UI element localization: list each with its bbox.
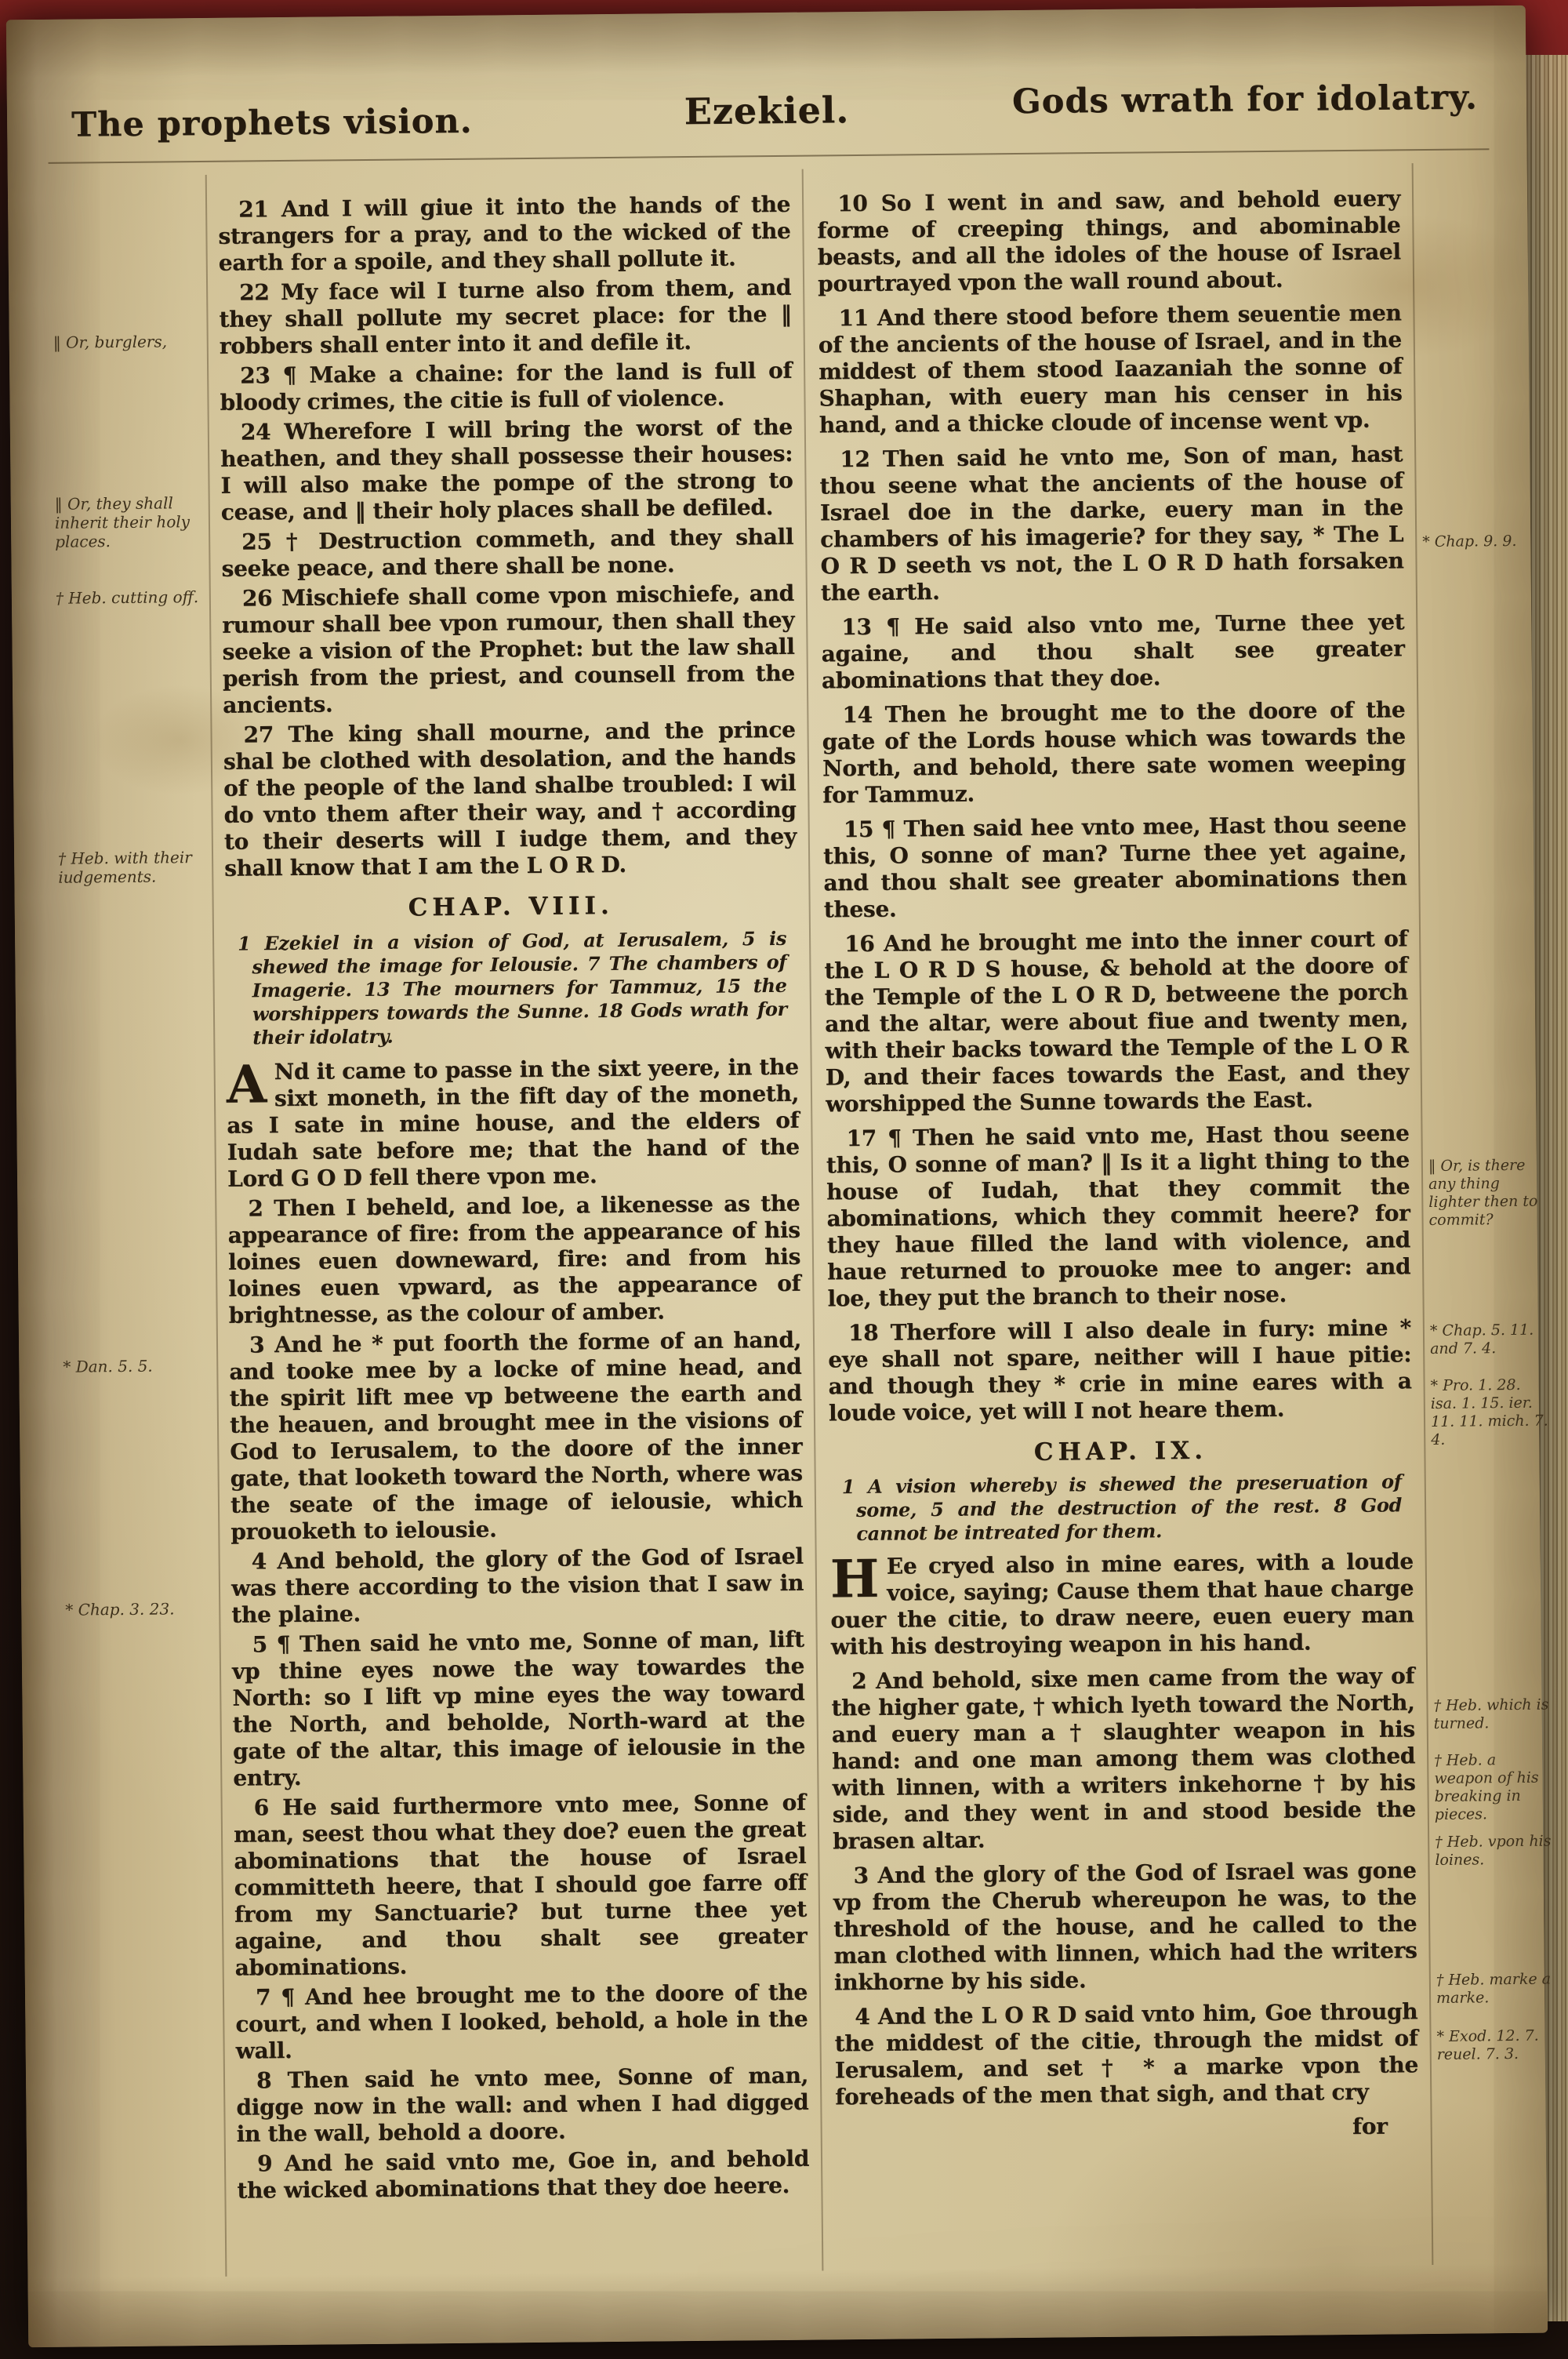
- chapter-heading: CHAP. IX.: [1033, 1436, 1208, 1467]
- verse: 2 And behold, sixe men came from the way of the higher gate, † which lyeth toward the North, and euery man a † slaughter weapon in his hand: and one man among them was clothed with linnen, with a writers inkehorne † by his side, and they went in and stood beside the brasen altar.: [831, 1663, 1416, 1855]
- verse-with-dropcap: A Nd it came to passe in the sixt yeere, in the sixt moneth, in the fift day of the moneth, as I sate in mine house, and the elders of Iudah sate before me; that the hand of the Lord G O D fell there vpon me.: [226, 1053, 800, 1192]
- verse: 4 And the L O R D said vnto him, Goe through the middest of the citie, through the midst of Ierusalem, and set † * a marke vpon the foreheads of the men that sigh, and that cry: [834, 1998, 1419, 2110]
- margin-note: * Chap. 3. 23.: [65, 1599, 175, 1619]
- verse: 8 Then said he vnto mee, Sonne of man, digge now in the wall: and when I had digged in the wall, behold a doore.: [236, 2062, 809, 2147]
- verse: 27 The king shall mourne, and the prince shal be clothed with desolation, and the hands of the people of the land shalbe troubled: I wil do vnto them after their way, and † according to their deserts will I iudge them, and they shall know that I am the L O R D.: [223, 716, 797, 881]
- verse: 9 And he said vnto me, Goe in, and behold the wicked abominations that they doe heere.: [237, 2145, 810, 2204]
- verse: 14 Then he brought me to the doore of the gate of the Lords house which was towards the North, and behold, there sate women weeping for Tammuz.: [822, 696, 1406, 809]
- verse: 22 My face wil I turne also from them, and they shall pollute my secret place: for the ‖ robbers shall enter into it and defile it.: [219, 274, 792, 359]
- catchword: for: [1352, 2113, 1388, 2140]
- verse: 12 Then said he vnto me, Son of man, hast thou seene what the ancients of the house of Israel doe in the darke, euery man in the chambers of his imagerie? for they say, * The L O R D seeth vs not, the L O R D hath forsaken the earth.: [819, 441, 1404, 606]
- verse: 3 And the glory of the God of Israel was gone vp from the Cherub whereupon he was, to the threshold of the house, and he called to the man clothed with linnen, which had the writers inkhorne by his side.: [833, 1857, 1417, 1996]
- verse: 5 ¶ Then said he vnto me, Sonne of man, lift vp thine eyes nowe the way towardes the North: so I lift vp mine eyes the way toward the North, and beholde, North-ward at the gate of the altar, this image of ielousie in the entry.: [231, 1626, 806, 1791]
- margin-note: † Heb. marke a marke.: [1436, 1970, 1552, 2007]
- margin-note: ‖ Or, they shall inherit their holy places.: [54, 493, 191, 551]
- text-column-left: [218, 191, 810, 2208]
- verse: 25 † Destruction commeth, and they shall seeke peace, and there shall be none.: [221, 523, 794, 582]
- verse: 24 Wherefore I will bring the worst of the heathen, and they shall possesse their houses: I will also make the pompe of the strong to cease, and ‖ their holy places shall be defiled.: [220, 413, 793, 525]
- drop-cap-initial: A: [226, 1053, 267, 1115]
- text-column-right: [817, 185, 1419, 2153]
- verse: 16 And he brought me into the inner court of the L O R D S house, & behold at the doore of the Temple of the L O R D, betweene the porch and the altar, were about fiue and twenty men, with their backs toward the Temple of the L O R D, and their faces towards the East, and they worshipped the Sunne towards the East.: [824, 925, 1409, 1118]
- margin-note: * Chap. 9. 9.: [1422, 532, 1517, 551]
- verse: 10 So I went in and saw, and behold euery forme of creeping things, and abominable beasts, and all the idoles of the house of Israel pourtrayed vpon the wall round about.: [817, 185, 1401, 297]
- margin-note: * Dan. 5. 5.: [63, 1356, 153, 1376]
- verse: 21 And I will giue it into the hands of the strangers for a pray, and to the wicked of the earth for a spoile, and they shall pollute it.: [218, 191, 791, 276]
- chapter-summary: 1 Ezekiel in a vision of God, at Ierusalem, 5 is shewed the image for Ielousie. 7 The chambers of Imagerie. 13 The mourners for Tammuz, 15 the worshippers towards the Sunne. 18 Gods wrath for their idolatry.: [237, 926, 788, 1049]
- verse: 15 ¶ Then said hee vnto mee, Hast thou seene this, O sonne of man? Turne thee yet againe, and thou shalt see greater abominations then these.: [822, 811, 1407, 923]
- verse: 11 And there stood before them seuentie men of the ancients of the house of Israel, and in the middest of them stood Iaazaniah the sonne of Shaphan, with euery man his censer in his hand, and a thicke cloude of incense went vp.: [818, 300, 1403, 438]
- margin-note: † Heb. which is turned.: [1433, 1696, 1549, 1732]
- margin-note: † Heb. cutting off.: [55, 587, 199, 608]
- verse: 4 And behold, the glory of the God of Israel was there according to the vision that I saw in the plaine.: [230, 1543, 804, 1628]
- header-rule: [49, 148, 1490, 164]
- margin-note: ‖ Or, burglers,: [53, 332, 168, 352]
- verse: 13 ¶ He said also vnto me, Turne thee yet againe, and thou shalt see greater abominations that they doe.: [821, 609, 1405, 694]
- margin-note: † Heb. with their iudgements.: [57, 848, 192, 887]
- margin-note: † Heb. vpon his loines.: [1435, 1832, 1552, 1869]
- verse: 7 ¶ And hee brought me to the doore of the court, and when I looked, behold, a hole in the wall.: [235, 1979, 808, 2064]
- running-head-left: The prophets vision.: [71, 101, 473, 145]
- running-head-right: Gods wrath for idolatry.: [1011, 78, 1479, 122]
- drop-cap-initial: H: [829, 1547, 880, 1610]
- verse: 6 He said furthermore vnto mee, Sonne of man, seest thou what they doe? euen the great abominations that the house of Israel committeth heere, that I should goe farre off from my Sanctuarie? but turne thee yet againe, and thou shalt see greater abominations.: [233, 1789, 808, 1981]
- chapter-summary: 1 A vision whereby is shewed the preseruation of some, 5 and the destruction of the rest. 8 God cannot be intreated for them.: [841, 1470, 1403, 1546]
- verse: 17 ¶ Then he said vnto me, Hast thou seene this, O sonne of man? ‖ Is it a light thing to the house of Iudah, that they commit the abominations, which they commit heere? for they haue filled the land with violence, and haue returned to prouoke mee to anger: and loe, they put the branch to their nose.: [826, 1120, 1411, 1312]
- margin-note: * Chap. 5. 11. and 7. 4.: [1429, 1321, 1534, 1358]
- margin-note: * Pro. 1. 28. isa. 1. 15. ier. 11. 11. mich. 7. 4.: [1430, 1376, 1548, 1449]
- verse: 2 Then I beheld, and loe, a likenesse as the appearance of fire: from the appearance of his loines euen downeward, fire: and from his loines euen vpward, as the appearance of brightnesse, as the colour of amber.: [227, 1190, 801, 1329]
- verse-with-dropcap: H Ee cryed also in mine eares, with a loude voice, saying; Cause them that haue charge ouer the citie, to draw neere, euen euery man with his destroying weapon in his hand.: [829, 1547, 1414, 1660]
- margin-note: * Exod. 12. 7. reuel. 7. 3.: [1436, 2026, 1539, 2063]
- verse: 26 Mischiefe shall come vpon mischiefe, and rumour shall bee vpon rumour, then shall they seeke a vision of the Prophet: but the law shall perish from the priest, and counsell from the ancients.: [222, 580, 795, 718]
- chapter-heading: CHAP. VIII.: [408, 891, 614, 922]
- running-head-book-title: Ezekiel.: [684, 89, 850, 133]
- verse: 23 ¶ Make a chaine: for the land is full of bloody crimes, the citie is full of violence.: [220, 357, 793, 416]
- margin-note: ‖ Or, is there any thing lighter then to commit?: [1428, 1156, 1538, 1230]
- verse: 18 Therfore will I also deale in fury: mine * eye shall not spare, neither will I haue pitie: and though they * crie in mine eares with a loude voice, yet will I not heare them.: [828, 1314, 1412, 1427]
- verse: 3 And he * put foorth the forme of an hand, and tooke mee by a locke of mine head, and the spirit lift mee vp betweene the earth and the heauen, and brought mee in the visions of God to Ierusalem, to the doore of the inner gate, that looketh toward the North, where was the seate of the image of ielousie, which prouoketh to ielousie.: [229, 1326, 804, 1545]
- bible-page: [6, 5, 1552, 2347]
- margin-note: † Heb. a weapon of his breaking in pieces.: [1434, 1751, 1539, 1823]
